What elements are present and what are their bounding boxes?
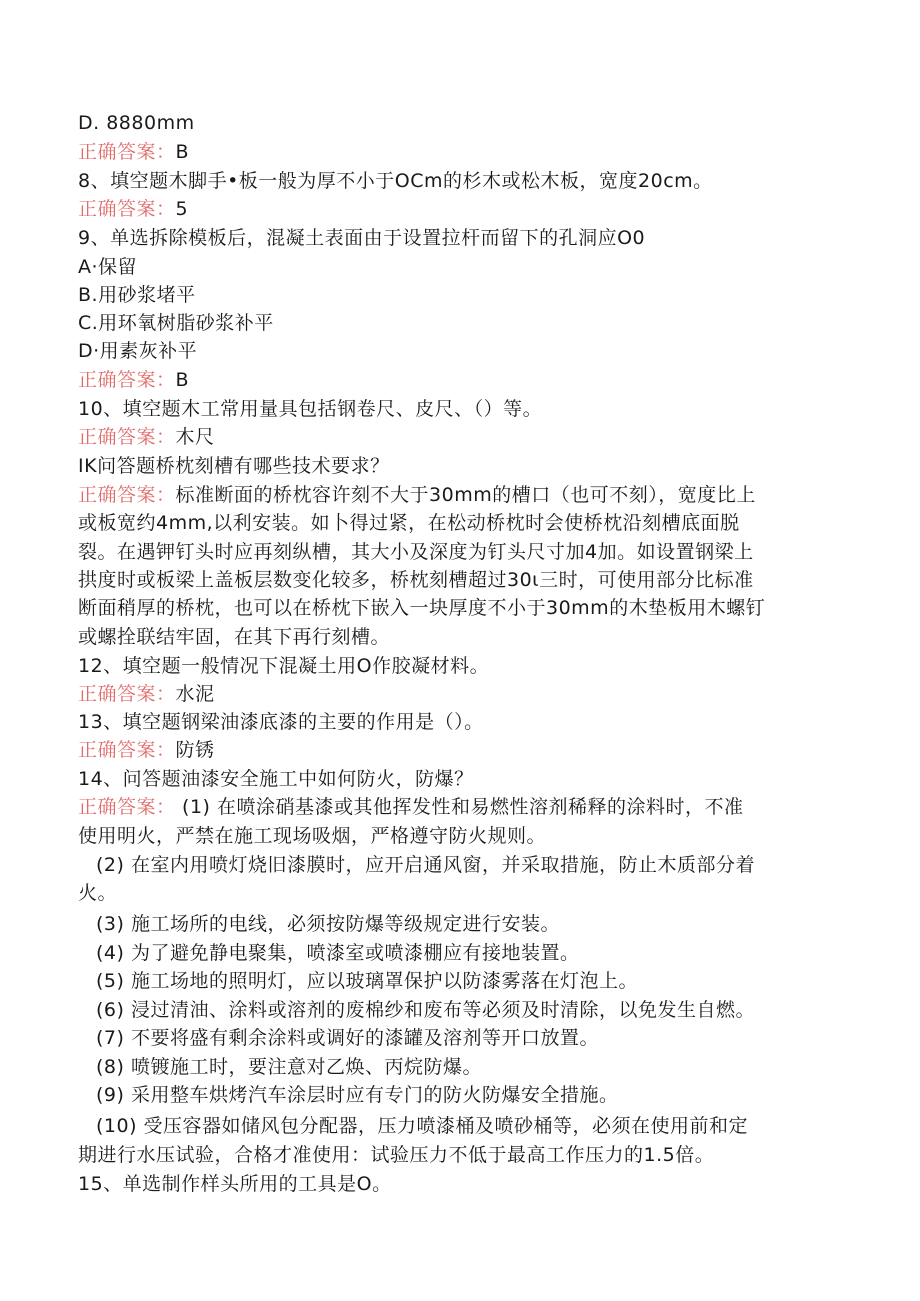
text-line: (4) 为了避免静电聚集，喷漆室或喷漆棚应有接地装置。: [96, 942, 580, 964]
answer-value: B: [175, 141, 190, 163]
text-line: 9、单选拆除模板后，混凝土表面由于设置拉杆而留下的孔洞应O0: [78, 227, 646, 249]
text-line: (7) 不要将盛有剩余涂料或调好的漆罐及溶剂等开口放置。: [96, 1027, 599, 1049]
answer-value: 水泥: [175, 683, 215, 705]
answer-line: [78, 197, 188, 221]
text-line: 使用明火，严禁在施工现场吸烟，严格遵守防火规则。: [78, 825, 547, 847]
answer-line: [78, 738, 215, 762]
answer-label: 正确答案：: [78, 198, 176, 220]
text-line: 拱度时或板梁上盖板层数变化较多，桥枕刻槽超过30ι三时，可使用部分比标准: [78, 569, 754, 591]
text-line: A·保留: [78, 256, 138, 278]
answer-label: 正确答案：: [78, 796, 176, 818]
text-line: (5) 施工场地的照明灯，应以玻璃罩保护以防漆雾落在灯泡上。: [96, 970, 638, 992]
text-line: 火。: [78, 882, 118, 904]
answer-label: 正确答案：: [78, 739, 176, 761]
answer-label: 正确答案：: [78, 141, 176, 163]
text-line: (8) 喷镀施工时，要注意对乙焕、丙烷防爆。: [96, 1056, 482, 1078]
answer-line: [78, 368, 189, 392]
text-line: (3) 施工场所的电线，必须按防爆等级规定进行安装。: [96, 913, 560, 935]
text-line: B.用砂浆堵平: [78, 284, 196, 306]
text-line: 断面稍厚的桥枕，也可以在桥枕下嵌入一块厚度不小于30mm的木垫板用木螺钉: [78, 597, 766, 619]
text-line: 或板宽约4mm,以利安装。如卜得过紧，在松动桥枕时会使桥枕沿刻槽底面脱: [78, 512, 740, 534]
answer-label: 正确答案：: [78, 369, 176, 391]
answer-value: 木尺: [175, 426, 215, 448]
text-line: (9) 采用整车烘烤汽车涂层时应有专门的防火防爆安全措施。: [96, 1084, 619, 1106]
text-line: 14、问答题油漆安全施工中如何防火，防爆？: [78, 768, 474, 790]
answer-value: 5: [175, 198, 189, 220]
answer-label: 正确答案：: [78, 484, 176, 506]
answer-line: [78, 140, 189, 164]
answer-line: [78, 425, 215, 449]
text-line: 裂。在遇钾钉头时应再刻纵槽，其大小及深度为钉头尺寸加4加。如设置钢梁上: [78, 541, 754, 563]
text-line: 15、单选制作样头所用的工具是O。: [78, 1173, 392, 1195]
text-line: C.用环氧树脂砂浆补平: [78, 312, 274, 334]
answer-label: 正确答案：: [78, 683, 176, 705]
answer-value: 防锈: [175, 739, 215, 761]
text-line: 10、填空题木工常用量具包括钢卷尺、皮尺、（）等。: [78, 398, 543, 420]
text-line: D. 8880mm: [78, 112, 195, 134]
text-line: (10) 受压容器如储风包分配器，压力喷漆桶及喷砂桶等，必须在使用前和定: [96, 1115, 749, 1137]
answer-line: [78, 483, 756, 507]
text-line: 13、填空题钢梁油漆底漆的主要的作用是（）。: [78, 711, 484, 733]
text-line: 或螺拴联结牢固，在其下再行刻槽。: [78, 626, 391, 648]
answer-label: 正确答案：: [78, 426, 176, 448]
text-line: 期进行水压试验，合格才准使用：试验压力不低于最高工作压力的1.5倍。: [78, 1144, 715, 1166]
answer-line: [78, 682, 215, 706]
text-line: (2) 在室内用喷灯烧旧漆膜时，应开启通风窗，并采取措施，防止木质部分着: [96, 854, 755, 876]
answer-value: (1) 在喷涂硝基漆或其他挥发性和易燃性溶剂稀释的涂料时，不准: [175, 796, 744, 818]
answer-line: [78, 795, 744, 819]
text-line: D·用素灰补平: [78, 340, 198, 362]
text-line: 8、填空题木脚手•板一般为厚不小于OCm的杉木或松木板，宽度20cm。: [78, 170, 713, 192]
text-line: 12、填空题一般情况下混凝土用O作胶凝材料。: [78, 655, 490, 677]
answer-value: B: [175, 369, 190, 391]
text-line: IK问答题桥枕刻槽有哪些技术要求？: [78, 455, 390, 477]
text-line: (6) 浸过清油、涂料或溶剂的废棉纱和废布等必须及时清除，以免发生自燃。: [96, 999, 755, 1021]
answer-value: 标准断面的桥枕容许刻不大于30mm的槽口（也可不刻），宽度比上: [175, 484, 756, 506]
